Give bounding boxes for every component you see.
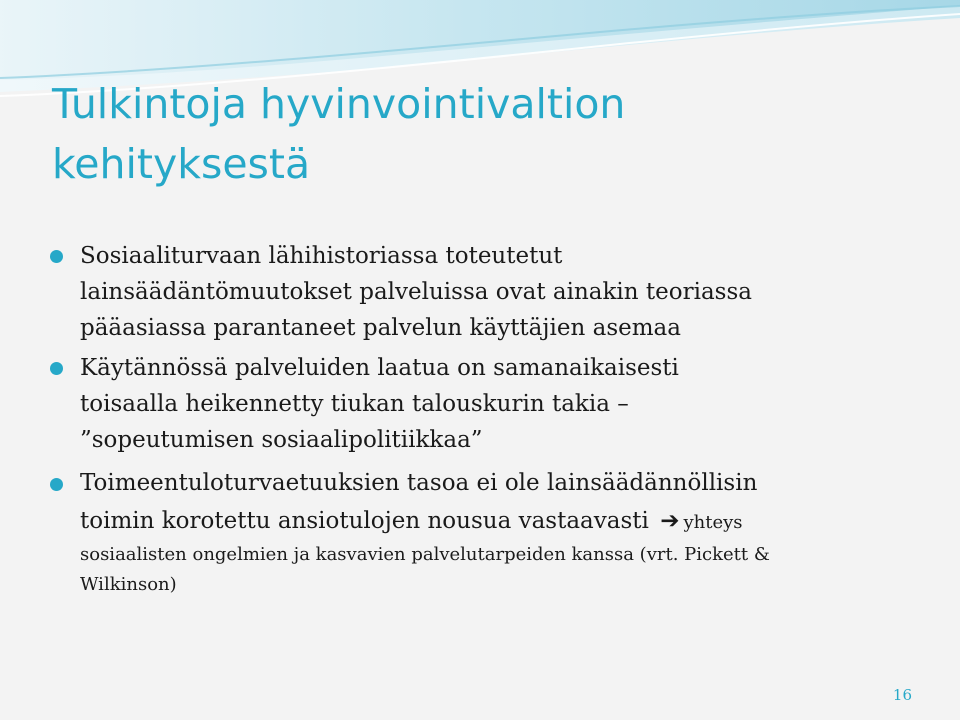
- bullet-2-line-1: Käytännössä palveluiden laatua on samanaikaisesti: [80, 355, 679, 381]
- bullet-2-line-2: toisaalla heikennetty tiukan talouskurin takia –: [80, 391, 629, 417]
- slide-title: [52, 74, 912, 194]
- bullet-1-line-2: lainsäädäntömuutokset palveluissa ovat ainakin teoriassa: [80, 279, 752, 305]
- bullet-1-line-3: pääasiassa parantaneet palvelun käyttäjien asemaa: [80, 315, 681, 341]
- right-arrow-icon: ➔: [660, 508, 680, 534]
- bullet-item-2: [50, 350, 930, 458]
- title-line-1: Tulkintoja hyvinvointivaltion: [52, 80, 626, 128]
- bullet-3-line-2-small: yhteys: [683, 512, 743, 533]
- bullet-3-line-4: Wilkinson): [80, 574, 177, 595]
- bullet-list: [50, 238, 930, 600]
- bullet-dot-icon: [50, 250, 63, 263]
- slide-number: 16: [892, 686, 912, 704]
- bullet-dot-icon: [50, 478, 63, 491]
- bullet-3-line-2: [80, 502, 930, 540]
- bullet-2-line-3: ”sopeutumisen sosiaalipolitiikkaa”: [80, 427, 483, 453]
- bullet-3-line-3: sosiaalisten ongelmien ja kasvavien palvelutarpeiden kanssa (vrt. Pickett &: [80, 544, 770, 565]
- bullet-dot-icon: [50, 362, 63, 375]
- bullet-item-1: [50, 238, 930, 346]
- bullet-item-3: [50, 464, 930, 600]
- title-line-2: kehityksestä: [52, 140, 311, 188]
- bullet-3-line-1: Toimeentuloturvaetuuksien tasoa ei ole lainsäädännöllisin: [80, 470, 758, 496]
- bullet-3-line-2-main: toimin korotettu ansiotulojen nousua vastaavasti: [80, 508, 649, 534]
- bullet-1-line-1: Sosiaaliturvaan lähihistoriassa toteutetut: [80, 243, 563, 269]
